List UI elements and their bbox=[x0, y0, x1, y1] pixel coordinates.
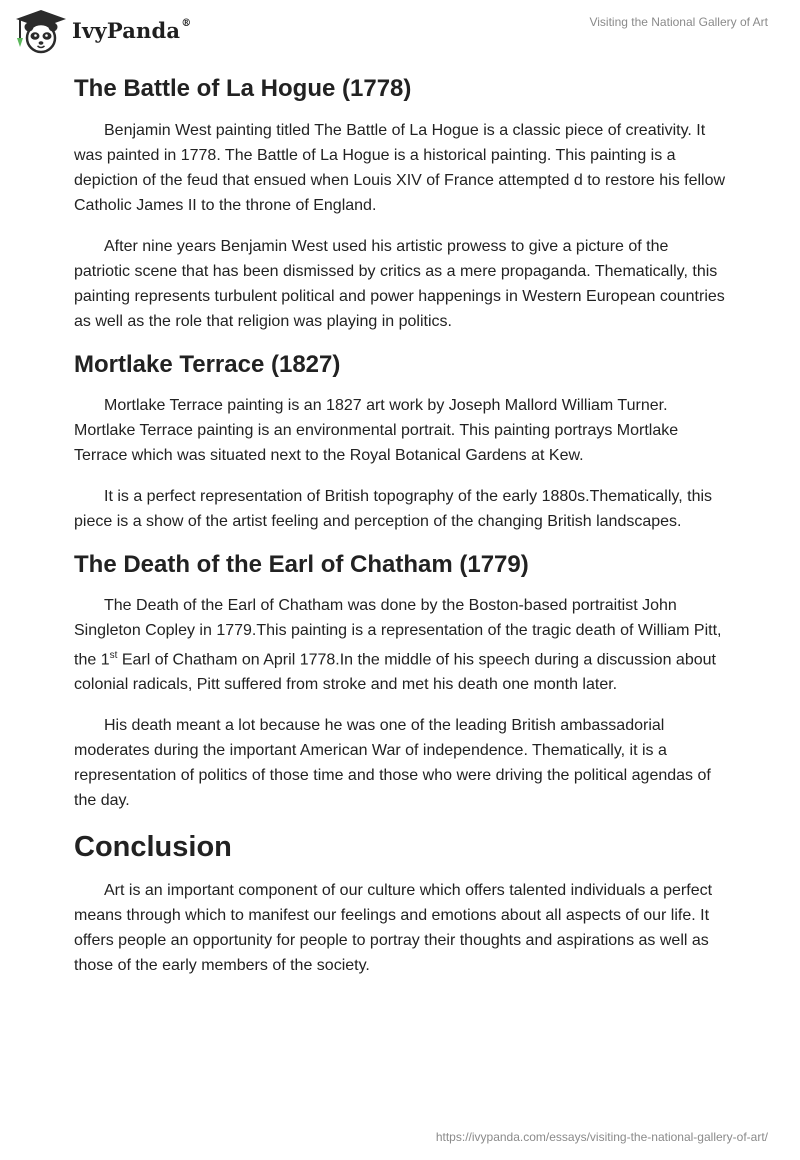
section-death-earl-chatham bbox=[74, 550, 726, 813]
section-heading: The Battle of La Hogue (1778) bbox=[74, 75, 412, 102]
article-body bbox=[74, 74, 726, 994]
section-mortlake-terrace bbox=[74, 350, 726, 534]
section-heading: The Death of the Earl of Chatham (1779) bbox=[74, 551, 529, 578]
source-url[interactable]: https://ivypanda.com/essays/visiting-the-national-gallery-of-art/ bbox=[435, 1130, 768, 1144]
graduation-panda-icon bbox=[14, 8, 68, 54]
paragraph: After nine years Benjamin West used his artistic prowess to give a picture of the patriotic scene that has been dismissed by critics as a mere propaganda. Thematically, this painting represents turbulent political and power happenings in Western European countries as well as the role that religion was playing in politics. bbox=[74, 238, 725, 330]
conclusion-heading: Conclusion bbox=[74, 831, 232, 864]
document-title: Visiting the National Gallery of Art bbox=[589, 15, 768, 29]
paragraph: His death meant a lot because he was one of the leading British ambassadorial moderates during the important American War of independence. Thematically, it is a representation of politics of those time and those who were driving the political agendas of the day. bbox=[74, 717, 711, 810]
section-conclusion bbox=[74, 829, 726, 978]
section-battle-la-hogue bbox=[74, 74, 726, 334]
paragraph: The Death of the Earl of Chatham was done by the Boston-based portraitist John Singleton Copley in 1779.This painting is a representation of the tragic death of William Pitt, the 1st Earl of Chatham on April 1778.In the middle of his speech during a discussion about colonial radicals, Pitt suffered from stroke and met his death one month later. bbox=[74, 597, 722, 694]
paragraph: Mortlake Terrace painting is an 1827 art work by Joseph Mallord William Turner. Mortlake Terrace painting is an environmental portrait. This painting portrays Mortlake Terrace which was situated next to the Royal Botanical Gardens at Kew. bbox=[74, 397, 679, 464]
paragraph: Benjamin West painting titled The Battle of La Hogue is a classic piece of creativity. It was painted in 1778. The Battle of La Hogue is a historical painting. This painting is a depiction of the feud that ensued when Louis XIV of France attempted d to restore his fellow Catholic James II to the throne of England. bbox=[74, 122, 726, 214]
brand-logo[interactable] bbox=[14, 8, 191, 54]
paragraph: Art is an important component of our culture which offers talented individuals a perfect means through which to manifest our feelings and emotions about all aspects of our life. It offers people an opportunity for people to portray their thoughts and aspirations as well as those of the early members of the society. bbox=[74, 882, 713, 975]
brand-name: IvyPanda® bbox=[72, 17, 192, 43]
paragraph: It is a perfect representation of British topography of the early 1880s.Thematically, this piece is a show of the artist feeling and perception of the changing British landscapes. bbox=[74, 488, 713, 530]
section-heading: Mortlake Terrace (1827) bbox=[74, 351, 341, 378]
page-header bbox=[0, 0, 800, 64]
